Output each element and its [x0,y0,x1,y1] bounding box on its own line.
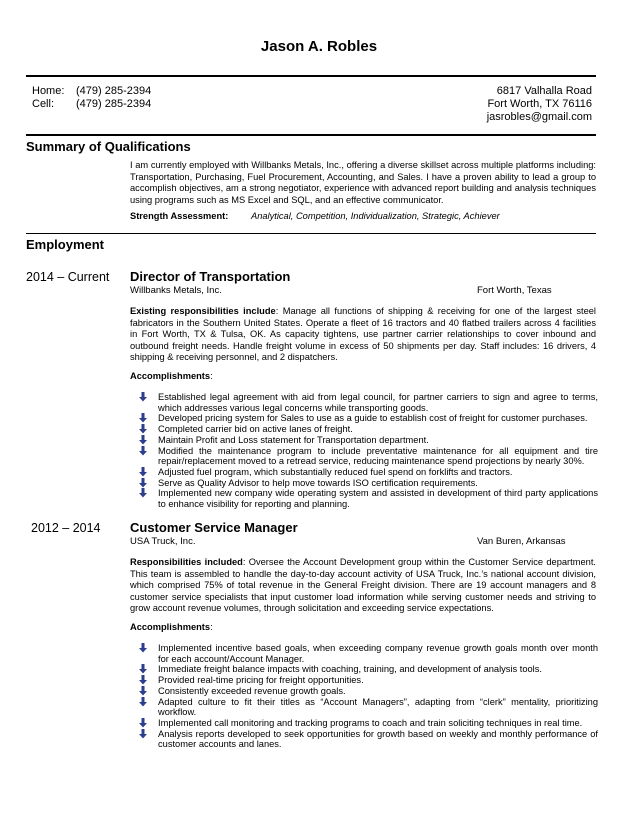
cell-label: Cell: [32,98,55,110]
job-company: USA Truck, Inc. [130,536,196,547]
arrow-down-bullet-icon [138,718,148,728]
list-item: Completed carrier bid on active lanes of freight. [130,424,598,435]
list-item: Implemented incentive based goals, when exceeding company revenue growth goals month over month for each account/Account Manager. [130,643,598,664]
resume-name: Jason A. Robles [260,38,378,55]
list-item: Established legal agreement with aid from legal council, for partner carriers to sign and agree to terms, which addresses various legal concerns while transporting goods. [130,392,598,413]
accomplishments-colon: : [210,622,213,632]
arrow-down-bullet-icon [138,392,148,402]
accomplishments-list [130,392,598,510]
home-label: Home: [32,85,65,97]
arrow-down-bullet-icon [138,488,148,498]
list-item: Developed pricing system for Sales to use as a guide to establish cost of freight for customer purchases. [130,413,598,424]
responsibilities-label: Responsibilities included [130,557,243,567]
contact-address [487,85,592,124]
summary-text: I am currently employed with Willbanks Metals, Inc., offering a diverse skillset across multiple platforms including: Transportation, Purchasing, Fuel Procurement, Accounting, and Sales. I have a proven ability to lead a group to accomplish objectives, am a strong negotiator, experience with advanced report building and analysis techniques using programs such as MS Excel and SQL, and an effective communicator. [130,160,596,205]
list-item: Provided real-time pricing for freight opportunities. [130,675,598,686]
list-item: Analysis reports developed to seek opportunities for growth based on weekly and monthly performance of customer accounts and lanes. [130,729,598,750]
arrow-down-bullet-icon [138,424,148,434]
arrow-down-bullet-icon [138,643,148,653]
arrow-down-bullet-icon [138,467,148,477]
job-location: Van Buren, Arkansas [477,536,566,547]
list-item: Modified the maintenance program to include preventative maintenance for all equipment and tire repair/replacement moved to a retread service, reducing maintenance spend projections by nearly 30%. [130,446,598,467]
list-item: Implemented call monitoring and tracking programs to coach and train soliciting techniques in real time. [130,718,598,729]
contact-phones [32,85,151,111]
job-title: Customer Service Manager [130,520,298,535]
address-line2: Fort Worth, TX 76116 [487,98,592,110]
summary-top-divider [26,134,596,136]
arrow-down-bullet-icon [138,446,148,456]
responsibilities-text: : Oversee the Account Development group within the Customer Service department. This team is assembled to handle the day-to-day account activity of USA Truck, Inc.’s national account division, which comprised 75% of total revenue in the General Freight division. There are 19 account managers and 8 customer service specialists that input customer load information while serving customer needs and striving to grow account revenue volumes, through solicitation and exceeding service expectations. [130,557,596,614]
job-location: Fort Worth, Texas [477,285,552,296]
header-divider [26,75,596,77]
arrow-down-bullet-icon [138,664,148,674]
arrow-down-bullet-icon [138,435,148,445]
address-line1: 6817 Valhalla Road [496,85,592,97]
job-dates: 2014 – Current [26,270,110,284]
accomplishments-list [130,643,598,750]
arrow-down-bullet-icon [138,729,148,739]
accomplishments-colon: : [210,371,213,381]
list-item: Adjusted fuel program, which substantially reduced fuel spend on forklifts and tractors. [130,467,598,478]
email: jasrobles@gmail.com [486,111,592,123]
accomplishments-heading [130,622,213,634]
arrow-down-bullet-icon [138,413,148,423]
strength-value: Analytical, Competition, Individualization, Strategic, Achiever [251,211,500,221]
responsibilities-label: Existing responsibilities include [130,306,276,316]
home-phone: (479) 285-2394 [76,85,152,97]
accomplishments-label: Accomplishments [130,371,211,381]
job-responsibilities [130,306,596,364]
arrow-down-bullet-icon [138,478,148,488]
list-item: Consistently exceeded revenue growth goals. [130,686,598,697]
list-item: Adapted culture to fit their titles as “Account Managers”, adapting from “clerk” mentality, prioritizing workflow. [130,697,598,718]
job-responsibilities [130,557,596,615]
employment-top-divider [26,233,596,234]
list-item: Implemented new company wide operating system and assisted in development of third party applications to enhance visibility for reporting and planning. [130,488,598,509]
accomplishments-heading [130,371,213,383]
employment-title: Employment [26,237,105,252]
strength-assessment [130,211,500,222]
list-item: Maintain Profit and Loss statement for Transportation department. [130,435,598,446]
summary-title: Summary of Qualifications [26,139,191,154]
responsibilities-text: : Manage all functions of shipping & receiving for one of the largest steel fabricators in the Southern United States. Operate a fleet of 16 tractors and 40 flatbed trailers across 4 facilities in Fort Worth, TX & Tulsa, OK. As capacity tightens, use partner carrier relationships to cover inbound and outbound freight needs. Handle freight volume in excess of 50 shipments per day. Staff includes: 16 drivers, 4 shipping & receiving personnel, and 2 dispatchers. [130,306,596,363]
arrow-down-bullet-icon [138,675,148,685]
arrow-down-bullet-icon [138,686,148,696]
job-dates: 2012 – 2014 [31,521,101,535]
job-company: Willbanks Metals, Inc. [130,285,222,296]
accomplishments-label: Accomplishments [130,622,211,632]
job-title: Director of Transportation [130,269,291,284]
list-item: Serve as Quality Advisor to help move towards ISO certification requirements. [130,478,598,489]
list-item: Immediate freight balance impacts with coaching, training, and development of analysis tools. [130,664,598,675]
cell-phone: (479) 285-2394 [76,98,152,110]
strength-label: Strength Assessment: [130,211,229,221]
arrow-down-bullet-icon [138,697,148,707]
